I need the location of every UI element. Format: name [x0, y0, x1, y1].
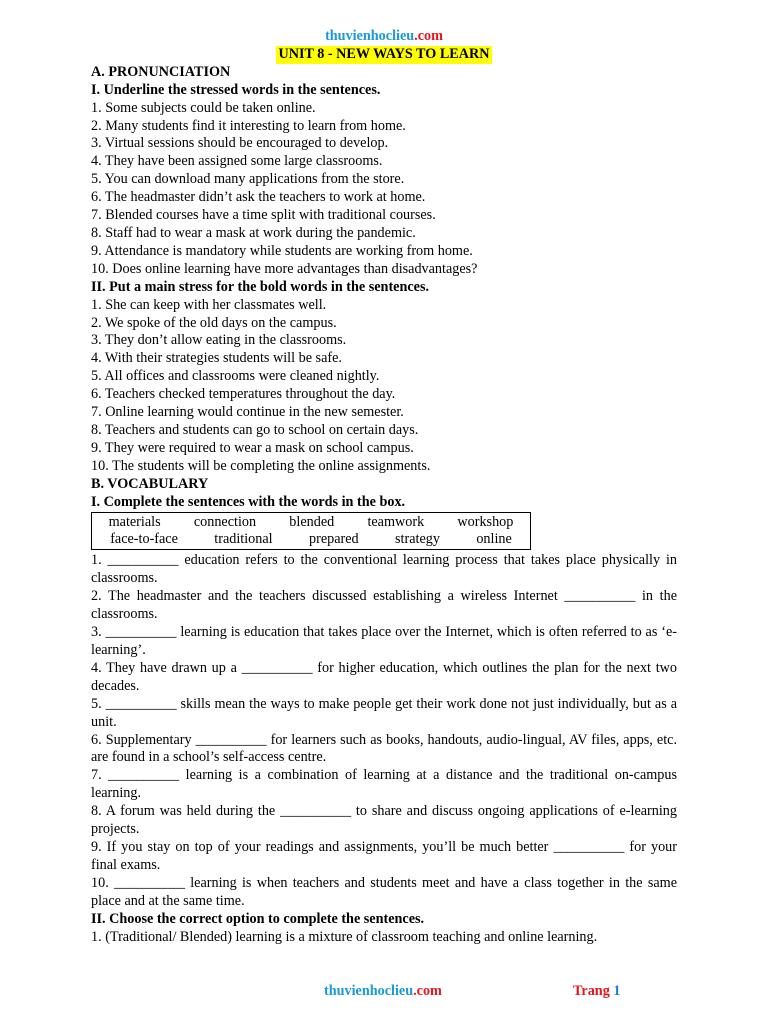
section-a-heading: A. PRONUNCIATION [91, 63, 231, 80]
list-item: 3. __________ learning is education that takes place over the Internet, which is often referred to as ‘e-learning’. [91, 624, 677, 658]
word-box [91, 512, 531, 550]
document-page [91, 28, 677, 946]
word-box-word: materials [108, 514, 161, 531]
list-item: 2. Many students find it interesting to learn from home. [91, 117, 406, 134]
vocab-part1-list [91, 552, 677, 910]
list-item: 3. Virtual sessions should be encouraged to develop. [91, 135, 389, 152]
word-box-word: online [476, 531, 512, 548]
word-box-word: strategy [395, 531, 440, 548]
list-item: 7. Blended courses have a time split with traditional courses. [91, 207, 436, 224]
list-item: 1. __________ education refers to the conventional learning process that takes place physically in classrooms. [91, 552, 677, 587]
word-box-word: traditional [214, 531, 273, 548]
list-item: 2. The headmaster and the teachers discussed establishing a wireless Internet __________ in the classrooms. [91, 588, 677, 623]
part2-heading: II. Put a main stress for the bold words in the sentences. [91, 278, 430, 295]
unit-title-row [91, 46, 677, 64]
word-box-row [92, 514, 530, 531]
list-item: 9. They were required to wear a mask on school campus. [91, 439, 414, 456]
page-footer [0, 981, 768, 1001]
word-box-word: prepared [309, 531, 359, 548]
list-item: 8. Teachers and students can go to school on certain days. [91, 421, 419, 438]
list-item: 1. She can keep with her classmates well. [91, 296, 327, 313]
word-box-row [92, 531, 530, 548]
list-item: 10. The students will be completing the online assignments. [91, 457, 431, 474]
list-item: 6. Supplementary __________ for learners such as books, handouts, audio-lingual, AV files, apps, etc. are found in a school’s self-access centre. [91, 731, 677, 766]
site-name: thuvienhoclieu [325, 28, 415, 44]
word-box-word: teamwork [367, 514, 425, 531]
list-item: 5. All offices and classrooms were cleaned nightly. [91, 368, 380, 385]
vocab-part2-list [91, 929, 677, 947]
word-box-word: face-to-face [110, 531, 178, 548]
page-indicator [573, 981, 620, 1001]
list-item: 9. Attendance is mandatory while students are working from home. [91, 242, 473, 259]
list-item: 8. Staff had to wear a mask at work during the pandemic. [91, 224, 416, 241]
footer-site-domain: .com [413, 983, 442, 999]
list-item: 6. The headmaster didn’t ask the teachers to work at home. [91, 189, 426, 206]
list-item: 4. They have drawn up a __________ for higher education, which outlines the plan for the next two decades. [91, 659, 677, 694]
list-item: 5. You can download many applications from the store. [91, 171, 405, 188]
list-item: 4. With their strategies students will be safe. [91, 350, 342, 367]
site-domain: .com [414, 28, 443, 44]
section-b-heading: B. VOCABULARY [91, 475, 209, 492]
unit-title: UNIT 8 - NEW WAYS TO LEARN [278, 45, 490, 62]
word-box-word: workshop [457, 514, 514, 531]
vocab-part2-heading: II. Choose the correct option to complete the sentences. [91, 910, 425, 927]
list-item: 2. We spoke of the old days on the campus. [91, 314, 337, 331]
part1-list [91, 100, 677, 279]
vocab-part1-heading: I. Complete the sentences with the words in the box. [91, 493, 406, 510]
list-item: 6. Teachers checked temperatures throughout the day. [91, 386, 396, 403]
list-item: 3. They don’t allow eating in the classrooms. [91, 332, 347, 349]
list-item: 4. They have been assigned some large classrooms. [91, 153, 383, 170]
part2-list [91, 297, 677, 476]
page-label: Trang [573, 983, 610, 999]
page-number: 1 [613, 983, 621, 999]
list-item: 5. __________ skills mean the ways to make people get their work done not just individually, but as a unit. [91, 695, 677, 730]
word-box-word: connection [193, 514, 257, 531]
part1-heading: I. Underline the stressed words in the sentences. [91, 81, 381, 98]
list-item: 1. (Traditional/ Blended) learning is a mixture of classroom teaching and online learning. [91, 928, 598, 945]
list-item: 7. __________ learning is a combination of learning at a distance and the traditional on-campus learning. [91, 767, 677, 802]
list-item: 8. A forum was held during the __________ to share and discuss ongoing applications of e-learning projects. [91, 803, 677, 838]
word-box-word: blended [289, 514, 335, 531]
list-item: 9. If you stay on top of your readings and assignments, you’ll be much better __________ for your final exams. [91, 838, 677, 873]
list-item: 10. Does online learning have more advantages than disadvantages? [91, 260, 478, 277]
footer-site [324, 981, 442, 1001]
list-item: 1. Some subjects could be taken online. [91, 99, 316, 116]
list-item: 10. __________ learning is when teachers and students meet and have a class together in the same place and at the same time. [91, 874, 677, 909]
footer-site-name: thuvienhoclieu [324, 983, 414, 999]
site-header [91, 28, 677, 46]
list-item: 7. Online learning would continue in the new semester. [91, 404, 404, 421]
